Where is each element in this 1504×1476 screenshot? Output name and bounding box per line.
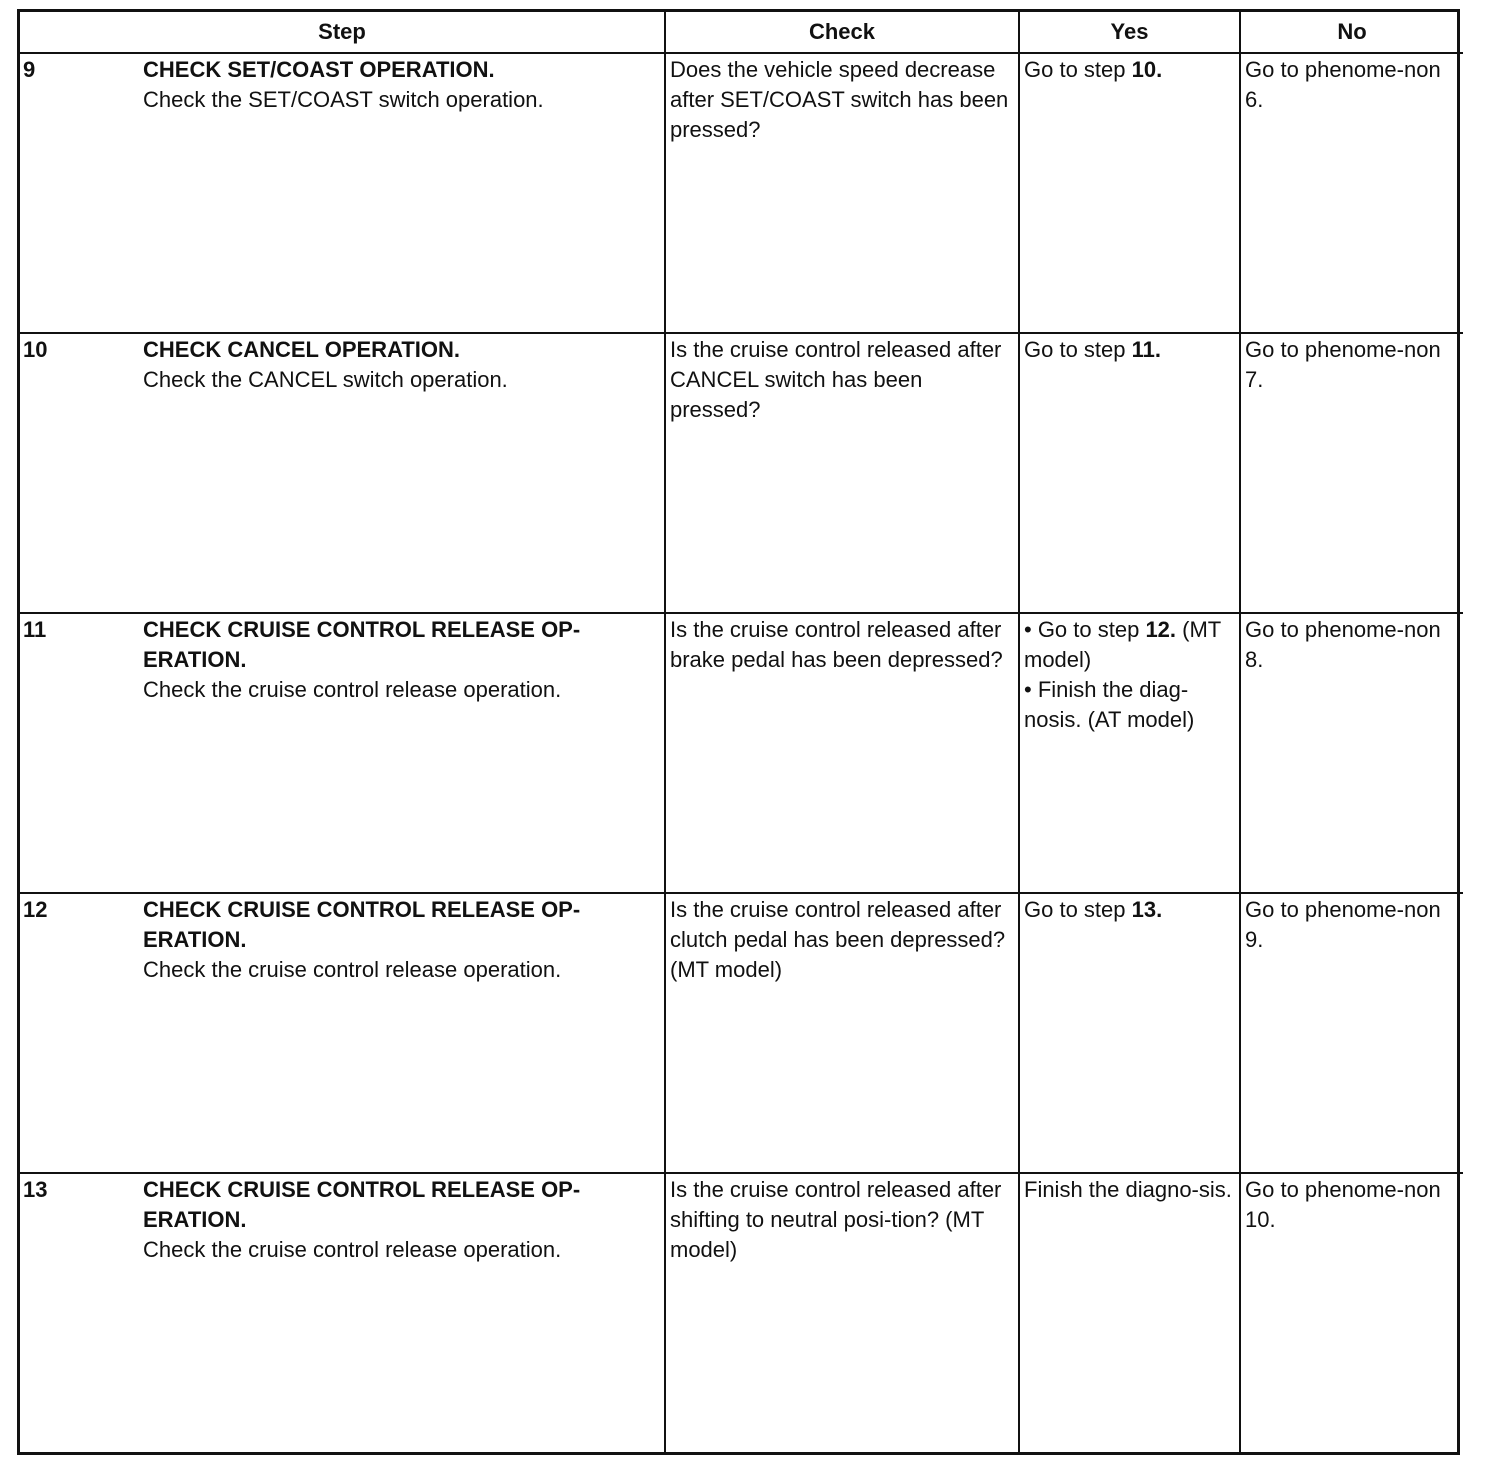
check-cell: Is the cruise control released after clutch pedal has been depressed? (MT model) xyxy=(665,893,1019,1173)
step-instruction: Check the CANCEL switch operation. xyxy=(143,367,508,392)
header-step: Step xyxy=(20,12,665,53)
yes-prefix: Go to step xyxy=(1024,57,1132,82)
no-cell: Go to phenome-non 10. xyxy=(1245,1177,1441,1232)
step-instruction: Check the cruise control release operation. xyxy=(143,677,562,702)
no-cell: Go to phenome-non 8. xyxy=(1240,613,1463,893)
header-yes: Yes xyxy=(1019,12,1240,53)
header-check: Check xyxy=(665,12,1019,53)
check-cell: Does the vehicle speed decrease after SET/COAST switch has been pressed? xyxy=(665,53,1019,333)
yes-bullet-suffix: (MT model) xyxy=(1024,617,1221,672)
step-number: 13 xyxy=(23,1177,48,1202)
step-number: 10 xyxy=(23,337,48,362)
step-cell xyxy=(20,1173,665,1453)
table-row xyxy=(20,613,1463,893)
yes-bullet-item xyxy=(1024,615,1235,675)
step-title: CHECK SET/COAST OPERATION. xyxy=(143,57,495,82)
check-cell: Is the cruise control released after shifting to neutral posi-tion? (MT model) xyxy=(665,1173,1019,1453)
header-no: No xyxy=(1240,12,1463,53)
step-cell xyxy=(20,333,665,613)
no-cell: Go to phenome-non 6. xyxy=(1240,53,1463,333)
step-cell xyxy=(20,893,665,1173)
yes-cell xyxy=(1019,53,1240,333)
diagnosis-table-frame xyxy=(17,9,1460,1455)
check-cell: Is the cruise control released after brake pedal has been depressed? xyxy=(665,613,1019,893)
step-cell xyxy=(20,613,665,893)
table-row xyxy=(20,53,1463,333)
yes-cell xyxy=(1019,333,1240,613)
step-number: 9 xyxy=(23,57,36,82)
table-row xyxy=(20,893,1463,1173)
step-cell xyxy=(20,53,665,333)
yes-bullet-item: • Finish the diag-nosis. (AT model) xyxy=(1024,677,1195,732)
no-cell: Go to phenome-non 7. xyxy=(1240,333,1463,613)
step-instruction: Check the cruise control release operation. xyxy=(143,1237,562,1262)
step-title: CHECK CRUISE CONTROL RELEASE OP-ERATION. xyxy=(143,617,581,672)
yes-prefix: Go to step xyxy=(1024,337,1132,362)
table-row xyxy=(20,1173,1463,1453)
table-header-row xyxy=(20,12,1463,53)
yes-cell xyxy=(1019,893,1240,1173)
step-title: CHECK CRUISE CONTROL RELEASE OP-ERATION. xyxy=(143,1177,581,1232)
yes-cell xyxy=(1019,613,1240,893)
step-instruction: Check the cruise control release operation. xyxy=(143,957,562,982)
yes-cell: Finish the diagno-sis. xyxy=(1019,1173,1240,1453)
step-number: 12 xyxy=(23,897,48,922)
yes-step-ref: 13. xyxy=(1131,897,1163,922)
check-cell: Is the cruise control released after CANCEL switch has been pressed? xyxy=(665,333,1019,613)
yes-step-ref: 10. xyxy=(1131,57,1163,82)
no-cell: Go to phenome-non 9. xyxy=(1240,893,1463,1173)
yes-step-ref: 12. xyxy=(1145,617,1177,642)
yes-bullet-prefix: • Go to step xyxy=(1024,617,1146,642)
step-title: CHECK CANCEL OPERATION. xyxy=(143,337,460,362)
step-title: CHECK CRUISE CONTROL RELEASE OP-ERATION. xyxy=(143,897,581,952)
diagnosis-table xyxy=(20,12,1463,1453)
yes-step-ref: 11. xyxy=(1131,337,1161,362)
step-number: 11 xyxy=(23,617,47,642)
table-row xyxy=(20,333,1463,613)
yes-prefix: Go to step xyxy=(1024,897,1132,922)
step-instruction: Check the SET/COAST switch operation. xyxy=(143,87,544,112)
